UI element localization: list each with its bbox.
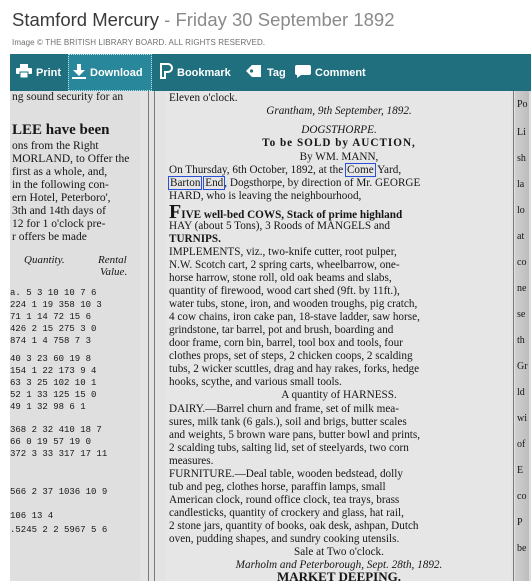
- article-line: Grantham, 9th September, 1892.: [266, 105, 412, 117]
- article-line: quantity of firewood, wood cart shed (9ft. by 11ft.),: [169, 285, 400, 297]
- left-line: in the following con-: [12, 179, 109, 191]
- figure-row: 566 2 37 1036 10 9: [10, 487, 108, 497]
- right-fragment: la: [517, 179, 525, 190]
- figure-row: 426 2 15 275 3 0: [10, 324, 97, 334]
- print-button[interactable]: [16, 54, 61, 91]
- article-line: N.W. Scotch cart, 2 spring carts, wheelbarrow, one-: [169, 259, 400, 271]
- right-column: [515, 91, 531, 581]
- article-line: FURNITURE.—Deal table, wooden bedstead, dolly: [169, 468, 403, 480]
- article-line: horse harrow, stone roll, old oak beams and slabs,: [169, 272, 392, 284]
- article-line: sures, milk tank (6 gals.), soil and brigs, butter scales: [169, 416, 407, 428]
- right-fragment: th: [517, 335, 525, 346]
- right-fragment: Gr: [517, 361, 528, 372]
- article-line: DAIRY.—Barrel churn and frame, set of milk mea-: [169, 403, 400, 415]
- hl-text: , Dogsthorpe, by direction of Mr. GEORGE: [224, 177, 421, 189]
- left-column: [10, 91, 140, 581]
- comment-icon: [295, 64, 315, 81]
- figure-row: 49 1 32 98 6 1: [10, 402, 86, 412]
- left-line: MORLAND, to Offer the: [12, 153, 130, 165]
- column-rule: [148, 91, 149, 581]
- right-fragment: se: [517, 309, 526, 320]
- right-fragment: be: [517, 543, 527, 554]
- article-text: IVE well-bed COWS, Stack of prime highland: [181, 209, 403, 221]
- issue-date: Friday 30 September 1892: [175, 9, 395, 30]
- figure-row: a. 5 3 10 10 7 6: [10, 288, 97, 298]
- column-rule: [513, 91, 514, 581]
- article-line: [169, 177, 509, 190]
- download-button[interactable]: [68, 54, 152, 91]
- search-hit-end[interactable]: End: [205, 177, 224, 189]
- figure-row: 154 1 22 173 9 4: [10, 366, 97, 376]
- search-hit-come[interactable]: Come: [346, 164, 374, 176]
- column-rule: [154, 91, 155, 581]
- figure-row: 71 1 14 72 15 6: [10, 312, 92, 322]
- article-heading: DOGSTHORPE.: [301, 124, 377, 136]
- article-line: water tubs, stone, iron, and wooden troughs, pig cratch,: [169, 298, 418, 310]
- article-line: HAY (about 5 Tons), 3 Roods of MANGELS and: [169, 220, 390, 232]
- table-header-quantity: Quantity.: [24, 254, 65, 266]
- article-line: oven, pudding shapes, and sundry cooking utensils.: [169, 533, 400, 545]
- left-line: r offers be made: [12, 231, 87, 243]
- figure-row: 52 1 33 125 15 0: [10, 390, 97, 400]
- article-line: 2 stone jars, quantity of books, oak desk, ashpan, Dutch: [169, 520, 419, 532]
- bookmark-button[interactable]: [160, 54, 231, 91]
- right-fragment: co: [517, 257, 527, 268]
- page-header: [0, 0, 531, 54]
- newspaper-title: Stamford Mercury: [12, 9, 160, 30]
- article-line: 2 scalding tubs, salting lid, set of steelyards, two corn: [169, 442, 409, 454]
- figure-row: 40 3 23 60 19 8: [10, 354, 92, 364]
- article-line: Marholm and Peterborough, Sept. 28th, 1892.: [235, 559, 443, 571]
- title-separator: -: [159, 9, 176, 30]
- article-line: tub and peg, clothes horse, paraffin lamps, small: [169, 481, 386, 493]
- left-line: ern Hotel, Peterboro',: [12, 192, 111, 204]
- printer-icon: [16, 64, 36, 81]
- print-label: Print: [36, 66, 62, 79]
- right-fragment: Li: [517, 127, 526, 138]
- toolbar: [10, 54, 531, 91]
- right-fragment: ld: [517, 387, 525, 398]
- right-fragment: at: [517, 231, 525, 242]
- figure-row: 224 1 19 358 10 3: [10, 300, 102, 310]
- tag-icon: [245, 64, 267, 82]
- comment-button[interactable]: [295, 54, 366, 91]
- article-line: By WM. MANN,: [299, 151, 379, 163]
- tag-button[interactable]: [245, 54, 286, 91]
- article-line: TURNIPS.: [169, 233, 221, 245]
- page-title: [12, 9, 395, 31]
- table-header-value: Value.: [100, 266, 128, 278]
- article-line: and weights, 5 brown ware pans, butter bowl and prints,: [169, 429, 421, 441]
- comment-label: Comment: [315, 66, 366, 79]
- drop-cap: F: [169, 201, 182, 223]
- article-line: Sale at Two o'clock.: [294, 546, 384, 558]
- article-line: To be SOLD by AUCTION,: [262, 137, 416, 149]
- right-fragment: E: [517, 465, 524, 476]
- left-line: ng sound security for an: [12, 91, 124, 103]
- next-heading: MARKET DEEPING.: [277, 569, 401, 581]
- article-line: [169, 164, 509, 177]
- left-line: ons from the Right: [12, 140, 99, 152]
- article-line: Eleven o'clock.: [169, 92, 238, 104]
- left-line: 12 for 1 o'clock pre-: [12, 218, 106, 230]
- figure-row: 372 3 33 317 17 11: [10, 449, 108, 459]
- figure-row: 874 1 4 758 7 3: [10, 336, 92, 346]
- bookmark-icon: [160, 63, 177, 82]
- download-label: Download: [90, 66, 143, 79]
- article-line: American clock, round office clock, tea trays, brass: [169, 494, 400, 506]
- article-line: grindstone, tar barrel, pot and brush, boarding and: [169, 324, 394, 336]
- right-fragment: ne: [517, 283, 527, 294]
- right-fragment: of: [517, 439, 526, 450]
- right-fragment: sh: [517, 153, 526, 164]
- hl-text: Yard,: [377, 164, 402, 176]
- article-line: A quantity of HARNESS.: [281, 389, 397, 401]
- right-fragment: co: [517, 491, 527, 502]
- table-header-rental: Rental: [98, 254, 127, 266]
- right-fragment: Po: [517, 99, 528, 110]
- hl-text: On Thursday, 6th October, 1892, at the: [169, 164, 344, 176]
- copyright-notice: Image © THE BRITISH LIBRARY BOARD. ALL RIGHTS RESERVED.: [12, 38, 266, 47]
- article-line: measures.: [169, 455, 214, 467]
- bookmark-label: Bookmark: [177, 66, 231, 79]
- left-line: 3th and 14th days of: [12, 205, 106, 217]
- figure-row: 106 13 4: [10, 511, 54, 521]
- newspaper-scan[interactable]: [10, 91, 531, 581]
- figure-row: 63 3 25 102 10 1: [10, 378, 97, 388]
- article-line: IMPLEMENTS, viz., two-knife cutter, root pulper,: [169, 246, 397, 258]
- article-line: clothes props, set of steps, 2 chicken coops, 2 scalding: [169, 350, 413, 362]
- article-line: door frame, corn bin, barrel, tool box and tools, four: [169, 337, 403, 349]
- figure-row: .5245 2 2 5967 5 6: [10, 525, 108, 535]
- left-line: LEE have been: [12, 122, 110, 138]
- download-icon: [72, 64, 90, 82]
- article-line: hooks, scythe, and various small tools.: [169, 376, 342, 388]
- search-hit-barton[interactable]: Barton: [170, 177, 201, 189]
- left-line: first as a whole, and,: [12, 166, 108, 178]
- right-fragment: P: [517, 517, 523, 528]
- article-line: candlesticks, quantity of crockery and glass, hat rail,: [169, 507, 404, 519]
- figure-row: 66 0 19 57 19 0: [10, 437, 92, 447]
- auction-article: [165, 91, 511, 581]
- right-fragment: lo: [517, 205, 525, 216]
- article-line: 4 cow chains, iron cake pan, 18-stave ladder, saw horse,: [169, 311, 420, 323]
- article-line: HARD, who is leaving the neighbourhood,: [169, 190, 362, 202]
- right-fragment: wi: [517, 413, 527, 424]
- article-line: tubs, 2 wicker scuttles, drag and hay rakes, forks, hedge: [169, 363, 420, 375]
- figure-row: 368 2 32 410 18 7: [10, 425, 102, 435]
- tag-label: Tag: [267, 66, 286, 79]
